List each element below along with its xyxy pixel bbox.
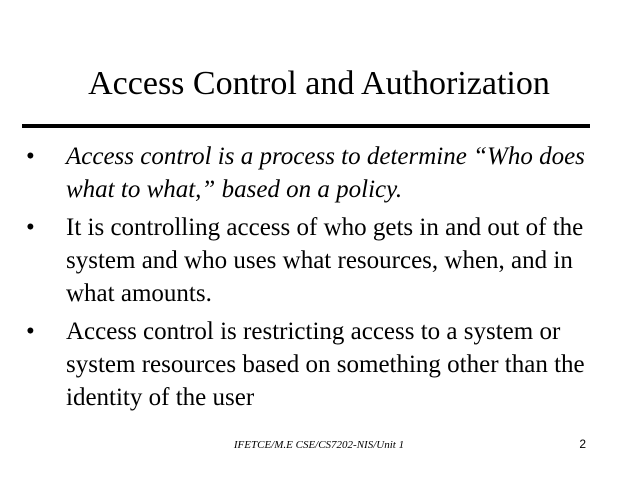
bullet-list xyxy=(26,140,626,419)
bullet-item xyxy=(26,140,626,206)
slide-title: Access Control and Authorization xyxy=(88,65,550,102)
bullet-item xyxy=(26,211,626,310)
bullet-dot-icon: • xyxy=(26,214,35,241)
bullet-dot-icon: • xyxy=(26,143,35,170)
bullet-text: Access control is a process to determine “Who does what to what,” based on a policy. xyxy=(66,143,585,203)
bullet-dot-icon: • xyxy=(26,318,35,345)
bullet-text: It is controlling access of who gets in and out of the system and who uses what resources, when, and in what amounts. xyxy=(66,214,584,307)
bullet-text: Access control is restricting access to a system or system resources based on something other than the identity of the user xyxy=(66,318,585,411)
bullet-item xyxy=(26,315,626,414)
page-number: 2 xyxy=(579,437,586,451)
slide-footer: IFETCE/M.E CSE/CS7202-NIS/Unit 1 xyxy=(233,439,405,451)
title-underline xyxy=(22,124,590,128)
